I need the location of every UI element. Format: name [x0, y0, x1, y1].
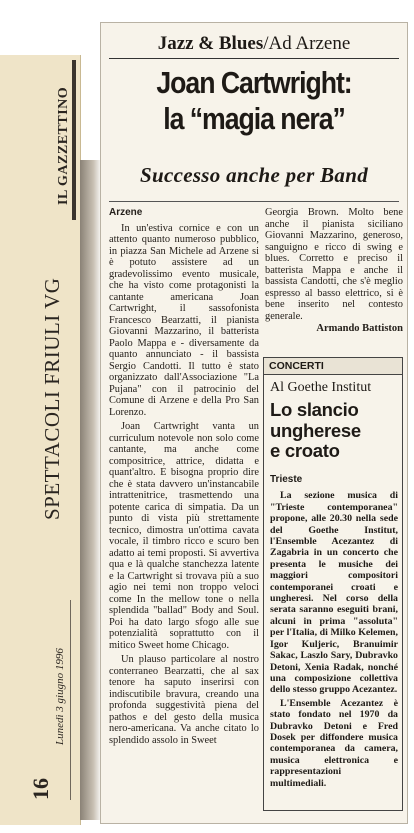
article-headline	[122, 65, 385, 137]
sidebar-title	[270, 400, 398, 462]
sidebar-dateline: Trieste	[270, 474, 303, 485]
sidebar-body	[270, 474, 398, 791]
article-author: Armando Battiston	[316, 323, 403, 334]
article-paragraph-3: Un plauso particolare al nostro conterraneo Bearzatti, che al sax tenore ha saputo inserirsi con indiscutibile bravura, creando una profonda suggestività piena del pathos e del gesto della musica nero-americana. Va anche citato lo splendido assolo in Sweet	[109, 654, 259, 746]
page-fold-shadow	[80, 160, 102, 820]
side-divider	[70, 600, 71, 800]
sidebar-title-line-3: e croato	[270, 440, 340, 461]
sidebar-title-line-1: Lo slancio	[270, 399, 359, 420]
article-subhead: Successo anche per Band	[140, 163, 368, 187]
article-continuation: Georgia Brown. Molto bene anche il pianista siciliano Giovanni Mazzarino, generoso, sanguigno e ricco di swing e blues. Corretto e preciso il batterista Mappa e anche il bassista Candotti, che s'è meglio espresso al basso elettrico, si è bene inserito nel contesto generale.	[265, 207, 403, 322]
masthead-rule	[72, 60, 76, 220]
kicker-topic: Jazz & Blues	[157, 33, 264, 54]
article-paragraph-2: Joan Cartwright vanta un curriculum notevole non solo come cantante, ma anche come compositrice, attrice, didatta e quant'altro. E bisogna proprio dire che è stata davvero un'instancabile intrattenitrice, trasmettendo una potente carica di simpatia. Da un punto di vista più strettamente tecnico, dimostra un'ottima cavata vocale, il timbro ricco e scuro ben adatto ai temi proposti. Si avvertiva qua e là qualche stanchezza latente e la Cartwright si trovava più a suo agio nei temi non troppo veloci come In the mellow tone o nella splendida "ballad" Body and Soul. Poi ha dato largo sfogo alle sue potenzialità soprattutto con il mitico Sweet home Chicago.	[109, 421, 259, 651]
kicker-location: /Ad Arzene	[263, 33, 351, 54]
sidebar-title-line-2: ungherese	[270, 419, 361, 441]
sidebar-paragraph-1: La sezione musica di "Trieste contemporanea" propone, alle 20.30 nella sede del Goethe Institut, l'Ensemble Acezantez di Zagabria in un concerto che presenta le musiche dei maggiori compositori contemporanei croati e ungheresi. Nel corso della serata saranno eseguiti brani, alcuni in prima "assoluta" per l'Italia, di Milko Kelemen, Igor Kuljeric, Branuimir Sakac, Laszlo Sary, Dubravko Detoni, Xenia Radak, nonché una composizione collettiva dello stesso gruppo Acezantez.	[270, 490, 398, 696]
publication-name: IL GAZZETTINO	[56, 86, 71, 205]
concerts-sidebar	[263, 357, 403, 811]
kicker-rule	[109, 58, 399, 59]
sidebar-kicker: Al Goethe Institut	[270, 380, 372, 395]
article-paragraph-1: In un'estiva cornice e con un attento quanto numeroso pubblico, in piazza San Michele ad Arzene si è potuto assistere ad un gradevolissimo evento musicale, che ha visto come protagonisti la cantante americana Joan Cartwright, il sassofonista Francesco Bearzatti, il pianista Giovanni Mazzarino, il batterista Paolo Mappa e - diversamente da quanto annunciato - il bassista Sergio Candotti. Il tutto è stato organizzato dall'Associazione "La Pujana" con il patrocinio del Comune di Arzene e della Pro San Lorenzo.	[109, 222, 259, 418]
newspaper-clipping	[100, 22, 408, 824]
page-number: 16	[28, 778, 53, 800]
article-column-1	[109, 207, 259, 749]
article-dateline: Arzene	[109, 207, 143, 218]
article-kicker	[101, 33, 407, 55]
headline-line-2: la “magia nera”	[163, 101, 345, 136]
section-name: SPETTACOLI FRIULI VG	[40, 277, 64, 520]
sidebar-label: CONCERTI	[264, 358, 402, 375]
sidebar-paragraph-2: L'Ensemble Acezantez è stato fondato nel 1970 da Dubravko Detoni e Fred Dosek per diffondere musica contemporanea da camera, musica elettronica e rappresentazioni multimediali.	[270, 697, 398, 789]
headline-line-1: Joan Cartwright:	[156, 65, 352, 100]
publication-date: Lunedì 3 giugno 1996	[54, 648, 66, 745]
subhead-rule	[109, 201, 399, 202]
article-column-2	[265, 207, 403, 335]
